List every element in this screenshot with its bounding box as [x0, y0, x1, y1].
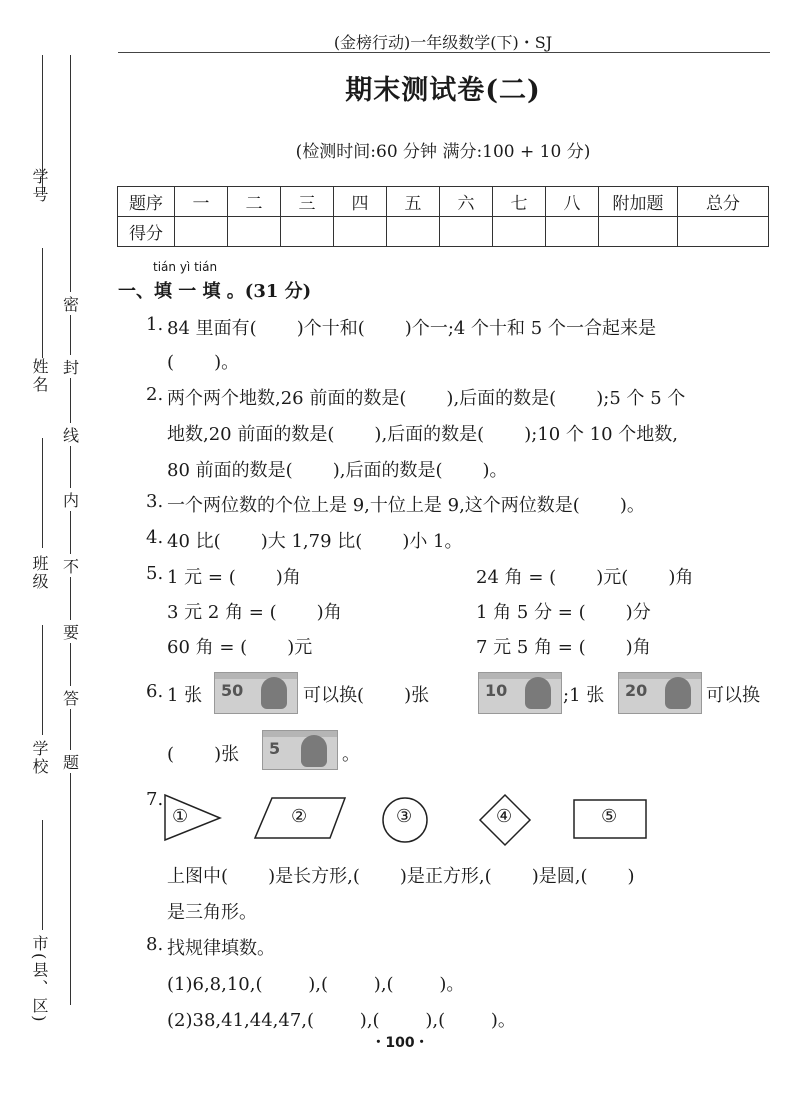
section-pinyin: tián yì tián [153, 260, 218, 274]
question-text: 1 角 5 分 = ( )分 [476, 602, 651, 623]
seal-char: 要 [63, 620, 79, 643]
question-text: 7 元 5 角 = ( )角 [476, 637, 651, 658]
score-table-header-row [118, 187, 769, 217]
question-text: 3 元 2 角 = ( )角 [167, 602, 342, 623]
question-number: 5. [146, 563, 164, 584]
question-text: 1 张 [167, 685, 203, 706]
book-header: (金榜行动)一年级数学(下)・SJ [333, 33, 553, 52]
score-cell[interactable] [440, 217, 493, 247]
score-cell[interactable] [546, 217, 599, 247]
question-text: 可以换( )张 [303, 685, 430, 706]
shape-label: ① [172, 806, 189, 827]
table-cell: 题序 [118, 187, 175, 217]
question-text: 84 里面有( )个十和( )个一;4 个十和 5 个一合起来是 [167, 318, 656, 339]
banknote-5-icon: 5 [262, 730, 338, 770]
question-text: 40 比( )大 1,79 比( )小 1。 [167, 531, 463, 552]
table-cell: 五 [387, 187, 440, 217]
table-cell: 二 [228, 187, 281, 217]
score-cell[interactable] [334, 217, 387, 247]
binding-line [70, 55, 71, 1005]
seal-char: 线 [63, 423, 79, 446]
seal-char: 答 [63, 686, 79, 709]
question-number: 1. [146, 314, 164, 335]
question-text: 找规律填数。 [167, 938, 275, 959]
page-number: ・100・ [371, 1035, 429, 1051]
banknote-20-icon: 20 [618, 672, 702, 714]
banknote-10-icon: 10 [478, 672, 562, 714]
banknote-50-icon: 50 [214, 672, 298, 714]
student-id-label: 学号 [30, 168, 49, 204]
question-text: 是三角形。 [167, 902, 257, 923]
label-underline [42, 820, 43, 930]
question-number: 6. [146, 681, 164, 702]
score-cell[interactable] [228, 217, 281, 247]
score-cell[interactable] [493, 217, 546, 247]
school-label: 学校 [30, 740, 49, 776]
question-text: 24 角 = ( )元( )角 [476, 567, 694, 588]
name-label: 姓名 [30, 358, 49, 394]
score-cell[interactable] [387, 217, 440, 247]
question-number: 4. [146, 527, 164, 548]
question-number: 2. [146, 384, 164, 405]
question-text: 。 [342, 744, 360, 765]
question-text: 60 角 = ( )元 [167, 637, 313, 658]
seal-char: 内 [63, 488, 79, 511]
seal-char: 封 [63, 355, 79, 378]
question-text: (2)38,41,44,47,( ),( ),( )。 [167, 1010, 516, 1031]
question-number: 3. [146, 491, 164, 512]
table-cell: 六 [440, 187, 493, 217]
table-cell: 八 [546, 187, 599, 217]
question-number: 7. [146, 789, 164, 810]
seal-char: 题 [63, 750, 79, 773]
seal-char: 不 [63, 554, 79, 577]
label-underline [42, 438, 43, 548]
table-cell: 一 [175, 187, 228, 217]
question-text: 地数,20 前面的数是( ),后面的数是( );10 个 10 个地数, [167, 424, 679, 445]
seal-char: 密 [63, 292, 79, 315]
question-number: 8. [146, 934, 164, 955]
table-cell: 三 [281, 187, 334, 217]
score-table [117, 186, 769, 247]
score-cell[interactable] [678, 217, 769, 247]
table-cell: 附加题 [599, 187, 678, 217]
table-cell: 总分 [678, 187, 769, 217]
label-underline [42, 625, 43, 735]
page-title: 期末测试卷(二) [345, 75, 541, 106]
label-underline [42, 248, 43, 358]
table-cell: 七 [493, 187, 546, 217]
header-rule [118, 52, 770, 53]
score-cell[interactable] [175, 217, 228, 247]
shape-label: ③ [396, 806, 413, 827]
score-table-score-row [118, 217, 769, 247]
question-text: 一个两位数的个位上是 9,十位上是 9,这个两位数是( )。 [167, 495, 645, 516]
question-text: 上图中( )是长方形,( )是正方形,( )是圆,( ) [167, 866, 635, 887]
question-text: 80 前面的数是( ),后面的数是( )。 [167, 460, 508, 481]
shape-label: ⑤ [601, 806, 618, 827]
shape-label: ② [291, 806, 308, 827]
question-text: (1)6,8,10,( ),( ),( )。 [167, 974, 465, 995]
table-cell: 得分 [118, 217, 175, 247]
question-text: 1 元 = ( )角 [167, 567, 301, 588]
question-text: 可以换 [706, 685, 760, 706]
question-text: ( )张 [167, 744, 240, 765]
section-heading: 一、填 一 填 。(31 分) [118, 281, 312, 302]
question-text: ( )。 [167, 352, 240, 373]
city-label: 市(县、区) [30, 935, 49, 1024]
exam-info: (检测时间:60 分钟 满分:100 + 10 分) [295, 142, 591, 162]
class-label: 班级 [30, 555, 49, 591]
table-cell: 四 [334, 187, 387, 217]
score-cell[interactable] [599, 217, 678, 247]
shape-label: ④ [496, 806, 513, 827]
question-text: 两个两个地数,26 前面的数是( ),后面的数是( );5 个 5 个 [167, 388, 686, 409]
score-cell[interactable] [281, 217, 334, 247]
question-text: ;1 张 [563, 685, 605, 706]
